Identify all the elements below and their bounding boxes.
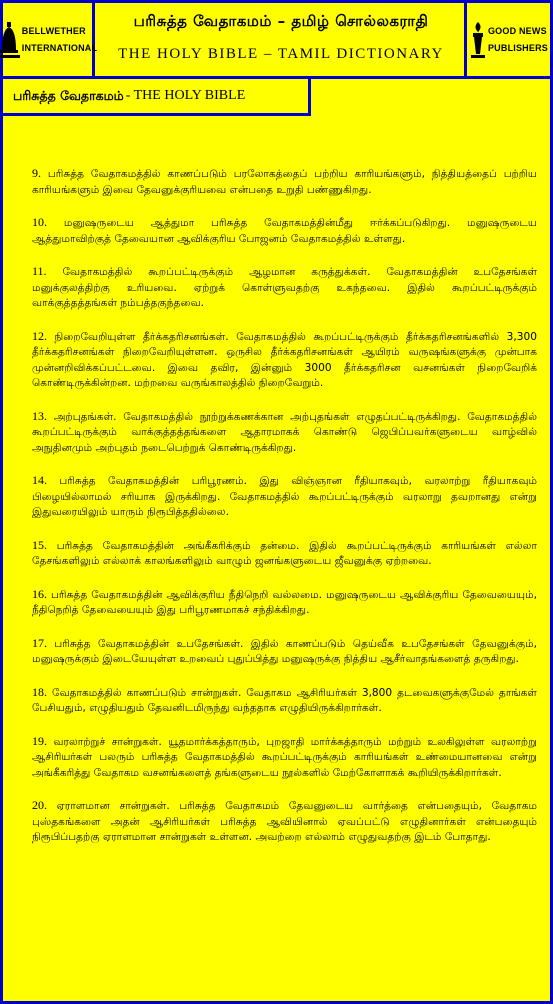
paragraph-number: 16. <box>32 586 47 601</box>
section-title-english: - THE HOLY BIBLE <box>125 88 246 103</box>
paragraph <box>32 264 537 312</box>
paragraph <box>32 734 537 782</box>
paragraph-text: வேதாகமத்தில் காணப்படும் சான்றுகள். வேதாகம ஆசிரியர்கள் 3,800 தடவைகளுக்குமேல் தாங்கள் பேசியதும், எழுதியதும் தேவனிடமிருந்து வந்ததாக எழுதியிருக்கிறார்கள். <box>32 686 537 714</box>
paragraph-number: 13. <box>32 408 47 423</box>
paragraph <box>32 636 537 668</box>
paragraph-text: மனுஷருடைய ஆத்துமா பரிசுத்த வேதாகமத்தின்மீது ஈர்க்கப்படுகிறது. மனுஷருடைய ஆத்துமாவிற்குத் தேவையான ஆவிக்குரிய போஜனம் வேதாகமத்தில் உள்ளது. <box>32 217 537 245</box>
paragraph-text: பரிசுத்த வேதாகமத்தின் அங்கீகரிக்கும் தன்மை. இதில் கூறப்பட்டிருக்கும் காரியங்கள் எல்லா தேசங்களிலும் எல்லாக் காலங்களிலும் வாழும் ஜனங்களுடைய ஜீவனுக்கு ஏற்றவை. <box>32 539 537 567</box>
header-title-tamil: பரிசுத்த வேதாகமம் – தமிழ் சொல்லகராதி <box>133 12 429 30</box>
paragraph-number: 19. <box>32 733 47 748</box>
paragraph <box>32 587 537 619</box>
paragraph-text: பரிசுத்த வேதாகமத்தில் காணப்படும் பரலோகத்தைப் பற்றிய காரியங்களும், நித்தியத்தைப் பற்றிய காரியங்களும் இவை தேவனுக்குரியவை என்பதை உறுதி பண்ணுகிறது. <box>32 168 538 196</box>
paragraph-text: பரிசுத்த வேதாகமத்தின் ஆவிக்குரிய நீதிநெறி வல்லமை. மனுஷருடைய ஆவிக்குரிய தேவையையும், நீதிநெறித் தேவையையும் இது பரிபூரணமாகச் சந்திக்கிறது. <box>32 588 537 616</box>
paragraph-number: 20. <box>32 798 47 812</box>
header-title-english: THE HOLY BIBLE – TAMIL DICTIONARY <box>118 46 444 62</box>
paragraph-number: 12. <box>32 328 47 343</box>
bellwether-logo <box>3 3 98 76</box>
paragraph <box>32 685 537 717</box>
paragraph-text: பரிசுத்த வேதாகமத்தின் உபதேசங்கள். இதில் காணப்படும் தெய்வீக உபதேசங்கள் தேவனுக்கும், மனுஷருக்கும் இடையேயுள்ள உறவைப் புதுப்பித்து மனுஷருக்கு நித்திய ஆசீர்வாதங்களைத் தருகிறது. <box>32 637 537 665</box>
section-title <box>3 79 311 116</box>
right-logo-line-1: GOOD NEWS <box>487 25 547 36</box>
article-body <box>32 166 537 863</box>
paragraph-number: 15. <box>32 537 47 552</box>
paragraph <box>32 329 537 392</box>
paragraph-number: 14. <box>32 473 47 487</box>
paragraph-text: பரிசுத்த வேதாகமத்தின் பரிபூரணம். இது விஞ்ஞான ரீதியாகவும், வரலாற்று ரீதியாகவும் பிழையில்லாமல் சரியாக இருக்கிறது. வேதாகமத்தில் கூறப்பட்டிருக்கும் வரலாறு தவறானது என்று இதுவரையிலும் யாரும் நிரூபித்ததில்லை. <box>32 475 537 518</box>
paragraph <box>32 538 537 570</box>
paragraph-number: 11. <box>32 264 47 278</box>
good-news-logo <box>464 3 550 76</box>
paragraph <box>32 166 537 198</box>
paragraph-number: 9. <box>32 166 41 180</box>
paragraph <box>32 798 537 846</box>
paragraph-number: 17. <box>32 635 47 650</box>
torch-icon <box>469 20 487 60</box>
bell-icon <box>0 20 20 60</box>
paragraph <box>32 215 537 247</box>
paragraph-text: அற்புதங்கள். வேதாகமத்தில் நூற்றுக்கணக்கான அற்புதங்கள் எழுதப்பட்டிருக்கிறது. வேதாகமத்தில் கூறப்பட்டிருக்கும் வாக்குத்தத்தங்களை ஆதாரமாகக் கொண்டு ஜெபிப்பவர்களுடைய வாழ்வில் அநுதினமும் அற்புதம் நடைபெற்றுக் கொண்டிருக்கிறது. <box>32 410 537 454</box>
section-title-tamil: பரிசுத்த வேதாகமம் <box>13 87 124 103</box>
paragraph-number: 18. <box>32 684 47 699</box>
left-logo-line-2: INTERNATIONAL <box>21 42 98 53</box>
right-logo-line-2: PUBLISHERS <box>487 42 548 53</box>
header-title-block <box>98 3 464 76</box>
paragraph <box>32 409 537 457</box>
paragraph <box>32 473 537 521</box>
paragraph-text: வரலாற்றுச் சான்றுகள். யூதமார்க்கத்தாரும், புறஜாதி மார்க்கத்தாரும் மற்றும் உலகிலுள்ள வரலாற்று ஆசிரியர்கள் பலரும் பரிசுத்த வேதாகமத்தில் கூறப்பட்டிருக்கும் காரியங்கள் உண்மையானவை என்று அங்கீகரித்து வேதாகம வசனங்களைத் தங்களுடைய நூல்களில் மேற்கோளாகக் கூறியிருக்கிறார்கள். <box>32 735 537 779</box>
left-logo-line-1: BELLWETHER <box>21 25 86 36</box>
paragraph-text: வேதாகமத்தில் கூறப்பட்டிருக்கும் ஆழமான கருத்துக்கள். வேதாகமத்தின் உபதேசங்கள் மனுக்குலத்திற்கு உரியவை. ஏற்றுக் கொள்ளுவதற்கு உகந்தவை. இதில் கூறப்பட்டிருக்கும் வாக்குத்தத்தங்கள் நம்பத்தகுந்தவை. <box>32 266 537 309</box>
paragraph-text: ஏராளமான சான்றுகள். பரிசுத்த வேதாகமம் தேவனுடைய வார்த்தை என்பதையும், வேதாகம புஸ்தகங்களை அதன் ஆசிரியர்கள் பரிசுத்த ஆவியினால் ஏவப்பட்டு எழுதினார்கள் என்பதையும் நிரூபிப்பதற்கு ஏராளமான சான்றுகள் உள்ளன. அவற்றை எல்லாம் எழுதுவதற்கு இடம் போதாது. <box>32 800 537 843</box>
paragraph-text: நிறைவேறியுள்ள தீர்க்கதரிசனங்கள். வேதாகமத்தில் கூறப்பட்டிருக்கும் தீர்க்கதரிசனங்களில் 3,300 தீர்க்கதரிசனங்கள் நிறைவேறியுள்ளன. ஒருசில தீர்க்கதரிசனங்கள் ஆயிரம் வருஷங்களுக்கு முன்பாக முன்னறிவிக்கப்பட்டவை. இவை தவிர, இன்னும் 3000 தீர்க்கதரிசன வசனங்கள் நிறைவேறிக் கொண்டிருக்கின்றன. மற்றவை வருங்காலத்தில் நிறைவேறும். <box>32 330 538 389</box>
paragraph-number: 10. <box>32 215 47 229</box>
